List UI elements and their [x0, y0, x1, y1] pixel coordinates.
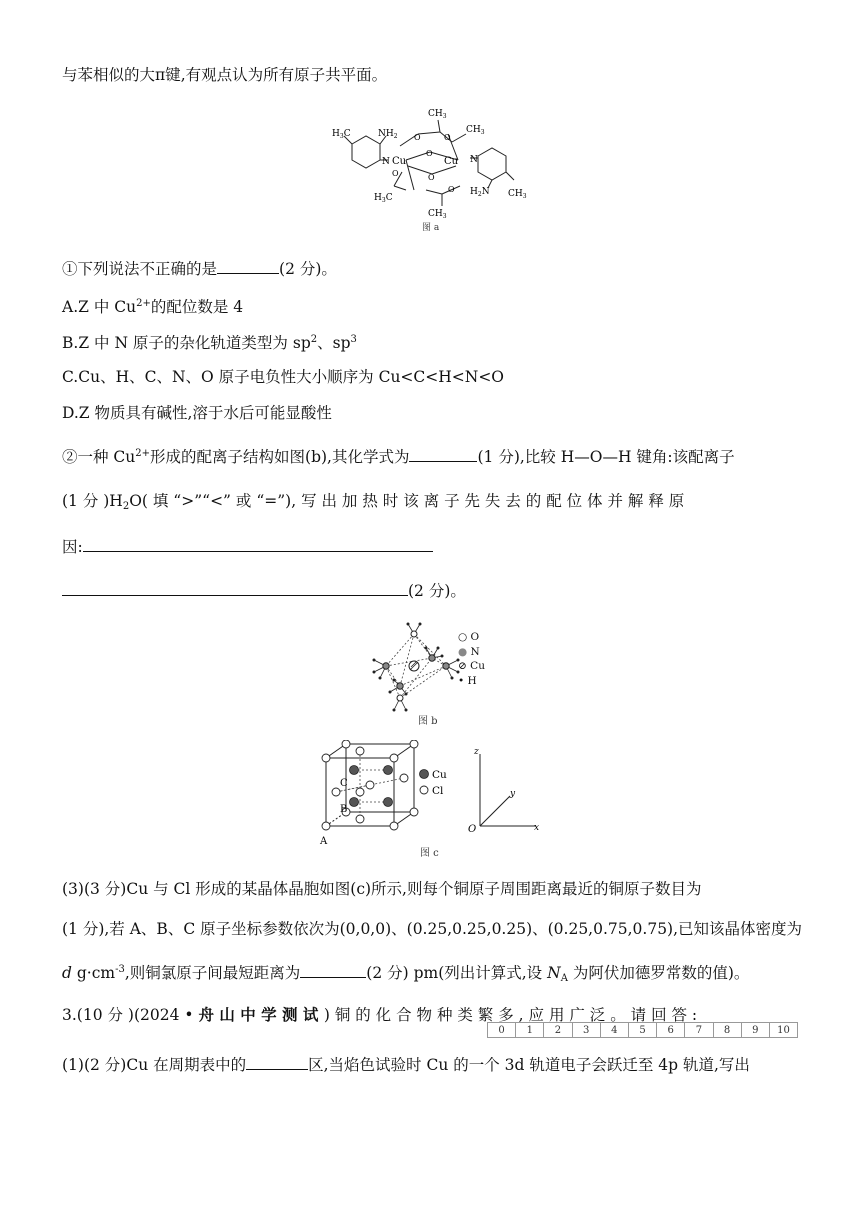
option-a: A.Z 中 $Cu^{2+}$的配位数是 4: [62, 298, 244, 316]
score-cell[interactable]: 7: [684, 1022, 712, 1038]
label-ch3-bottom: $CH_3$: [428, 209, 447, 220]
option-b: B.Z 中 N 原子的杂化轨道类型为 $sp^2$、$sp^3$: [62, 334, 357, 352]
answer-blank-5[interactable]: [300, 962, 366, 978]
legend-cu: ⊘ Cu: [458, 660, 485, 672]
label-c: C: [340, 778, 348, 789]
label-ch3-right: $CH_3$: [508, 189, 527, 200]
label-o-5: O: [392, 169, 399, 178]
label-o-4: O: [428, 173, 435, 182]
label-h3c-left: $H_3C$: [332, 129, 351, 140]
score-cell[interactable]: 9: [741, 1022, 769, 1038]
answer-blank-4[interactable]: [62, 580, 408, 596]
question-2-line-4: (2 分)。: [62, 580, 466, 602]
figure-a-caption: 图 a: [422, 223, 440, 232]
question-3-line-1: (3)(3 分)Cu 与 Cl 形成的某晶体晶胞如图(c)所示,则每个铜原子周围距离最近的铜原子数目为: [62, 880, 702, 898]
label-h3c-bottom: $H_3C$: [374, 193, 393, 204]
label-n-right: N: [470, 155, 478, 165]
label-o-1: O: [444, 133, 451, 142]
label-n-left: N: [382, 157, 390, 167]
score-cell[interactable]: 5: [628, 1022, 656, 1038]
answer-blank-2[interactable]: [409, 446, 477, 462]
intro-text: 与苯相似的大π键,有观点认为所有原子共平面。: [62, 66, 388, 84]
option-d: D.Z 物质具有碱性,溶于水后可能显酸性: [62, 404, 332, 422]
label-ch3-mid: $CH_3$: [466, 125, 485, 136]
axis-y: y: [510, 789, 516, 799]
score-cell[interactable]: 2: [543, 1022, 571, 1038]
legend-cl-c: Cl: [432, 785, 444, 797]
option-c: C.Cu、H、C、N、O 原子电负性大小顺序为 Cu<C<H<N<O: [62, 368, 505, 386]
label-a: A: [320, 836, 328, 847]
legend-cu-c: Cu: [432, 769, 447, 781]
figure-b-legend: [458, 630, 485, 688]
score-scale: [487, 1022, 798, 1038]
label-h2n: $H_2N$: [470, 187, 490, 198]
answer-blank-1[interactable]: [217, 258, 279, 274]
label-cu1: Cu: [392, 156, 407, 167]
score-cell[interactable]: 10: [769, 1022, 798, 1038]
question-3-line-3: d $g\cdot cm^{-3}$,则铜氯原子间最短距离为 (2 分) pm(列出计算式,设 $N_A$ 为阿伏加德罗常数的值)。: [62, 964, 750, 984]
label-o-2: O: [414, 133, 421, 142]
question-2-line-2: (1 分 )$H_2O$( 填 “>”“<” 或 “=”), 写 出 加 热 时 该 离 子 先 失 去 的 配 位 体 并 解 释 原: [62, 492, 685, 512]
figure-b-complex-ion: [366, 620, 506, 730]
legend-h: • H: [458, 674, 477, 687]
question-2-line-3: 因:: [62, 536, 433, 558]
figure-a-structure: [330, 104, 530, 232]
legend-o: ○ O: [458, 631, 480, 643]
score-cell[interactable]: 4: [600, 1022, 628, 1038]
answer-blank-6[interactable]: [246, 1054, 308, 1070]
figure-c-caption: 图 c: [420, 848, 439, 859]
question-4-heading: 3.(10 分 )(2024 • 舟 山 中 学 测 试 ) 铜 的 化 合 物 种 类 繁 多 , 应 用 广 泛 。 请 回 答 :: [62, 1005, 698, 1024]
score-cell[interactable]: 6: [656, 1022, 684, 1038]
answer-blank-3[interactable]: [83, 536, 433, 552]
label-o-6: O: [448, 185, 455, 194]
figure-b-caption: 图 b: [418, 716, 438, 727]
question-5-line-1: (1)(2 分)Cu 在周期表中的 区,当焰色试验时 Cu 的一个 3d 轨道电子会跃迁至 4p 轨道,写出: [62, 1056, 750, 1074]
question-3-line-2: (1 分),若 A、B、C 原子坐标参数依次为(0,0,0)、(0.25,0.25,0.25)、(0.25,0.75,0.75),已知该晶体密度为: [62, 920, 803, 938]
legend-n: ● N: [458, 645, 480, 658]
score-cell[interactable]: 3: [572, 1022, 600, 1038]
question-1-stem: ①下列说法不正确的是 (2 分)。: [62, 260, 337, 278]
score-cell[interactable]: 0: [487, 1022, 515, 1038]
axis-x: x: [534, 823, 540, 833]
score-cell[interactable]: 8: [713, 1022, 741, 1038]
label-b: B: [340, 804, 348, 815]
label-ch3-top: $CH_3$: [428, 109, 447, 120]
axis-z: z: [474, 747, 479, 757]
question-2-line-1: ②一种 $Cu^{2+}$形成的配离子结构如图(b),其化学式为 (1 分),比较 H—O—H 键角:该配离子: [62, 448, 735, 466]
score-cell[interactable]: 1: [515, 1022, 543, 1038]
figure-c-unit-cell: [312, 740, 552, 862]
axis-origin: O: [468, 824, 477, 835]
label-o-3: O: [426, 149, 433, 158]
label-nh2: $NH_2$: [378, 129, 398, 140]
label-cu2: Cu: [444, 156, 459, 167]
